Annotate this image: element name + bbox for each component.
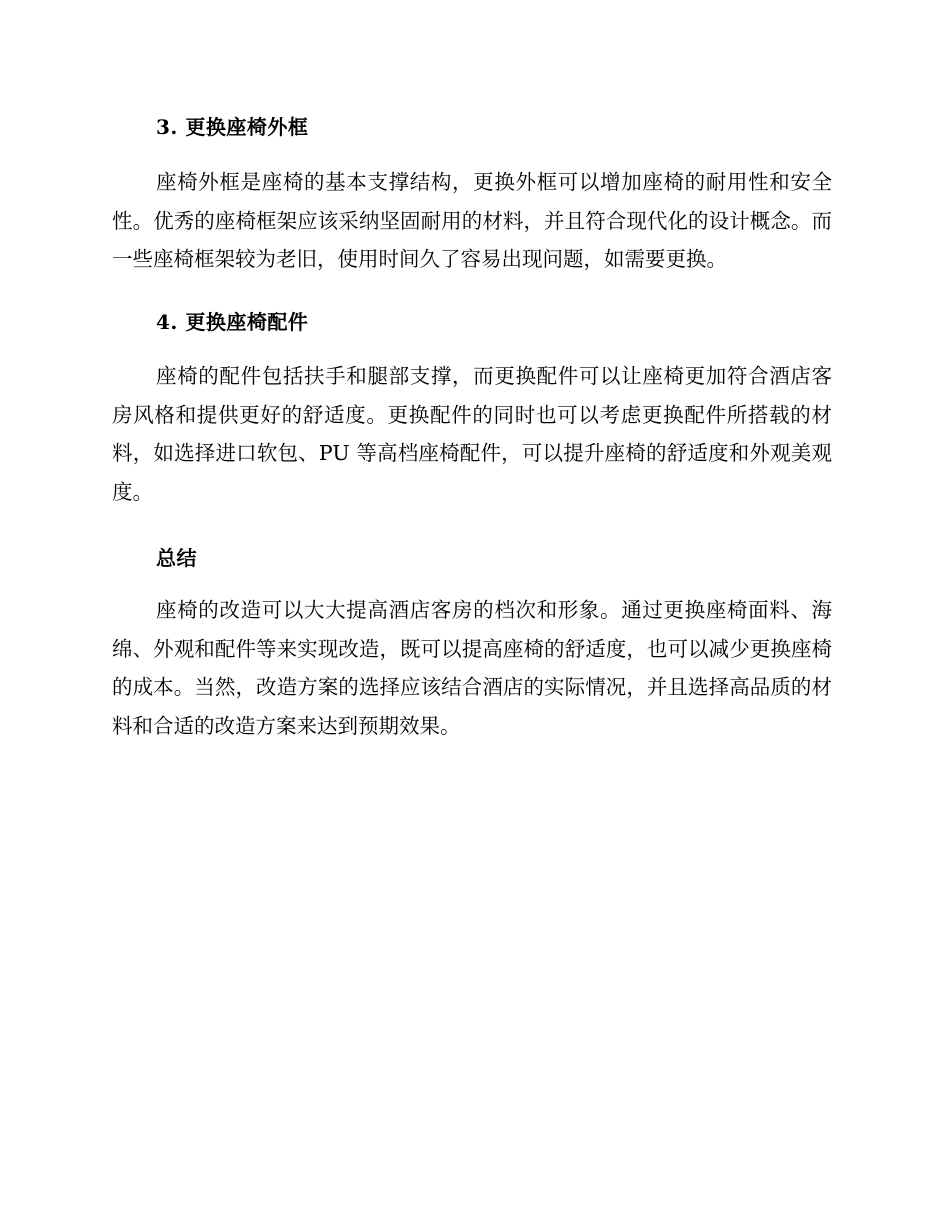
section-heading-replace-frame: 3. 更换座椅外框 xyxy=(156,115,309,139)
section-body-replace-frame: 座椅外框是座椅的基本支撑结构，更换外框可以增加座椅的耐用性和安全性。优秀的座椅框架应该采纳坚固耐用的材料，并且符合现代化的设计概念。而一些座椅框架较为老旧，使用时间久了容易出现问题，如需要更换。 xyxy=(112,170,832,272)
section-heading-replace-accessories: 4. 更换座椅配件 xyxy=(156,310,309,334)
section-body-replace-accessories: 座椅的配件包括扶手和腿部支撑，而更换配件可以让座椅更加符合酒店客房风格和提供更好的舒适度。更换配件的同时也可以考虑更换配件所搭载的材料，如选择进口软包、PU 等高档座椅配件，可以提升座椅的舒适度和外观美观度。 xyxy=(112,364,832,505)
section-body-summary: 座椅的改造可以大大提高酒店客房的档次和形象。通过更换座椅面料、海绵、外观和配件等来实现改造，既可以提高座椅的舒适度，也可以减少更换座椅的成本。当然，改造方案的选择应该结合酒店的实际情况，并且选择高品质的材料和合适的改造方案来达到预期效果。 xyxy=(112,598,832,739)
section-heading-summary: 总结 xyxy=(156,546,197,570)
